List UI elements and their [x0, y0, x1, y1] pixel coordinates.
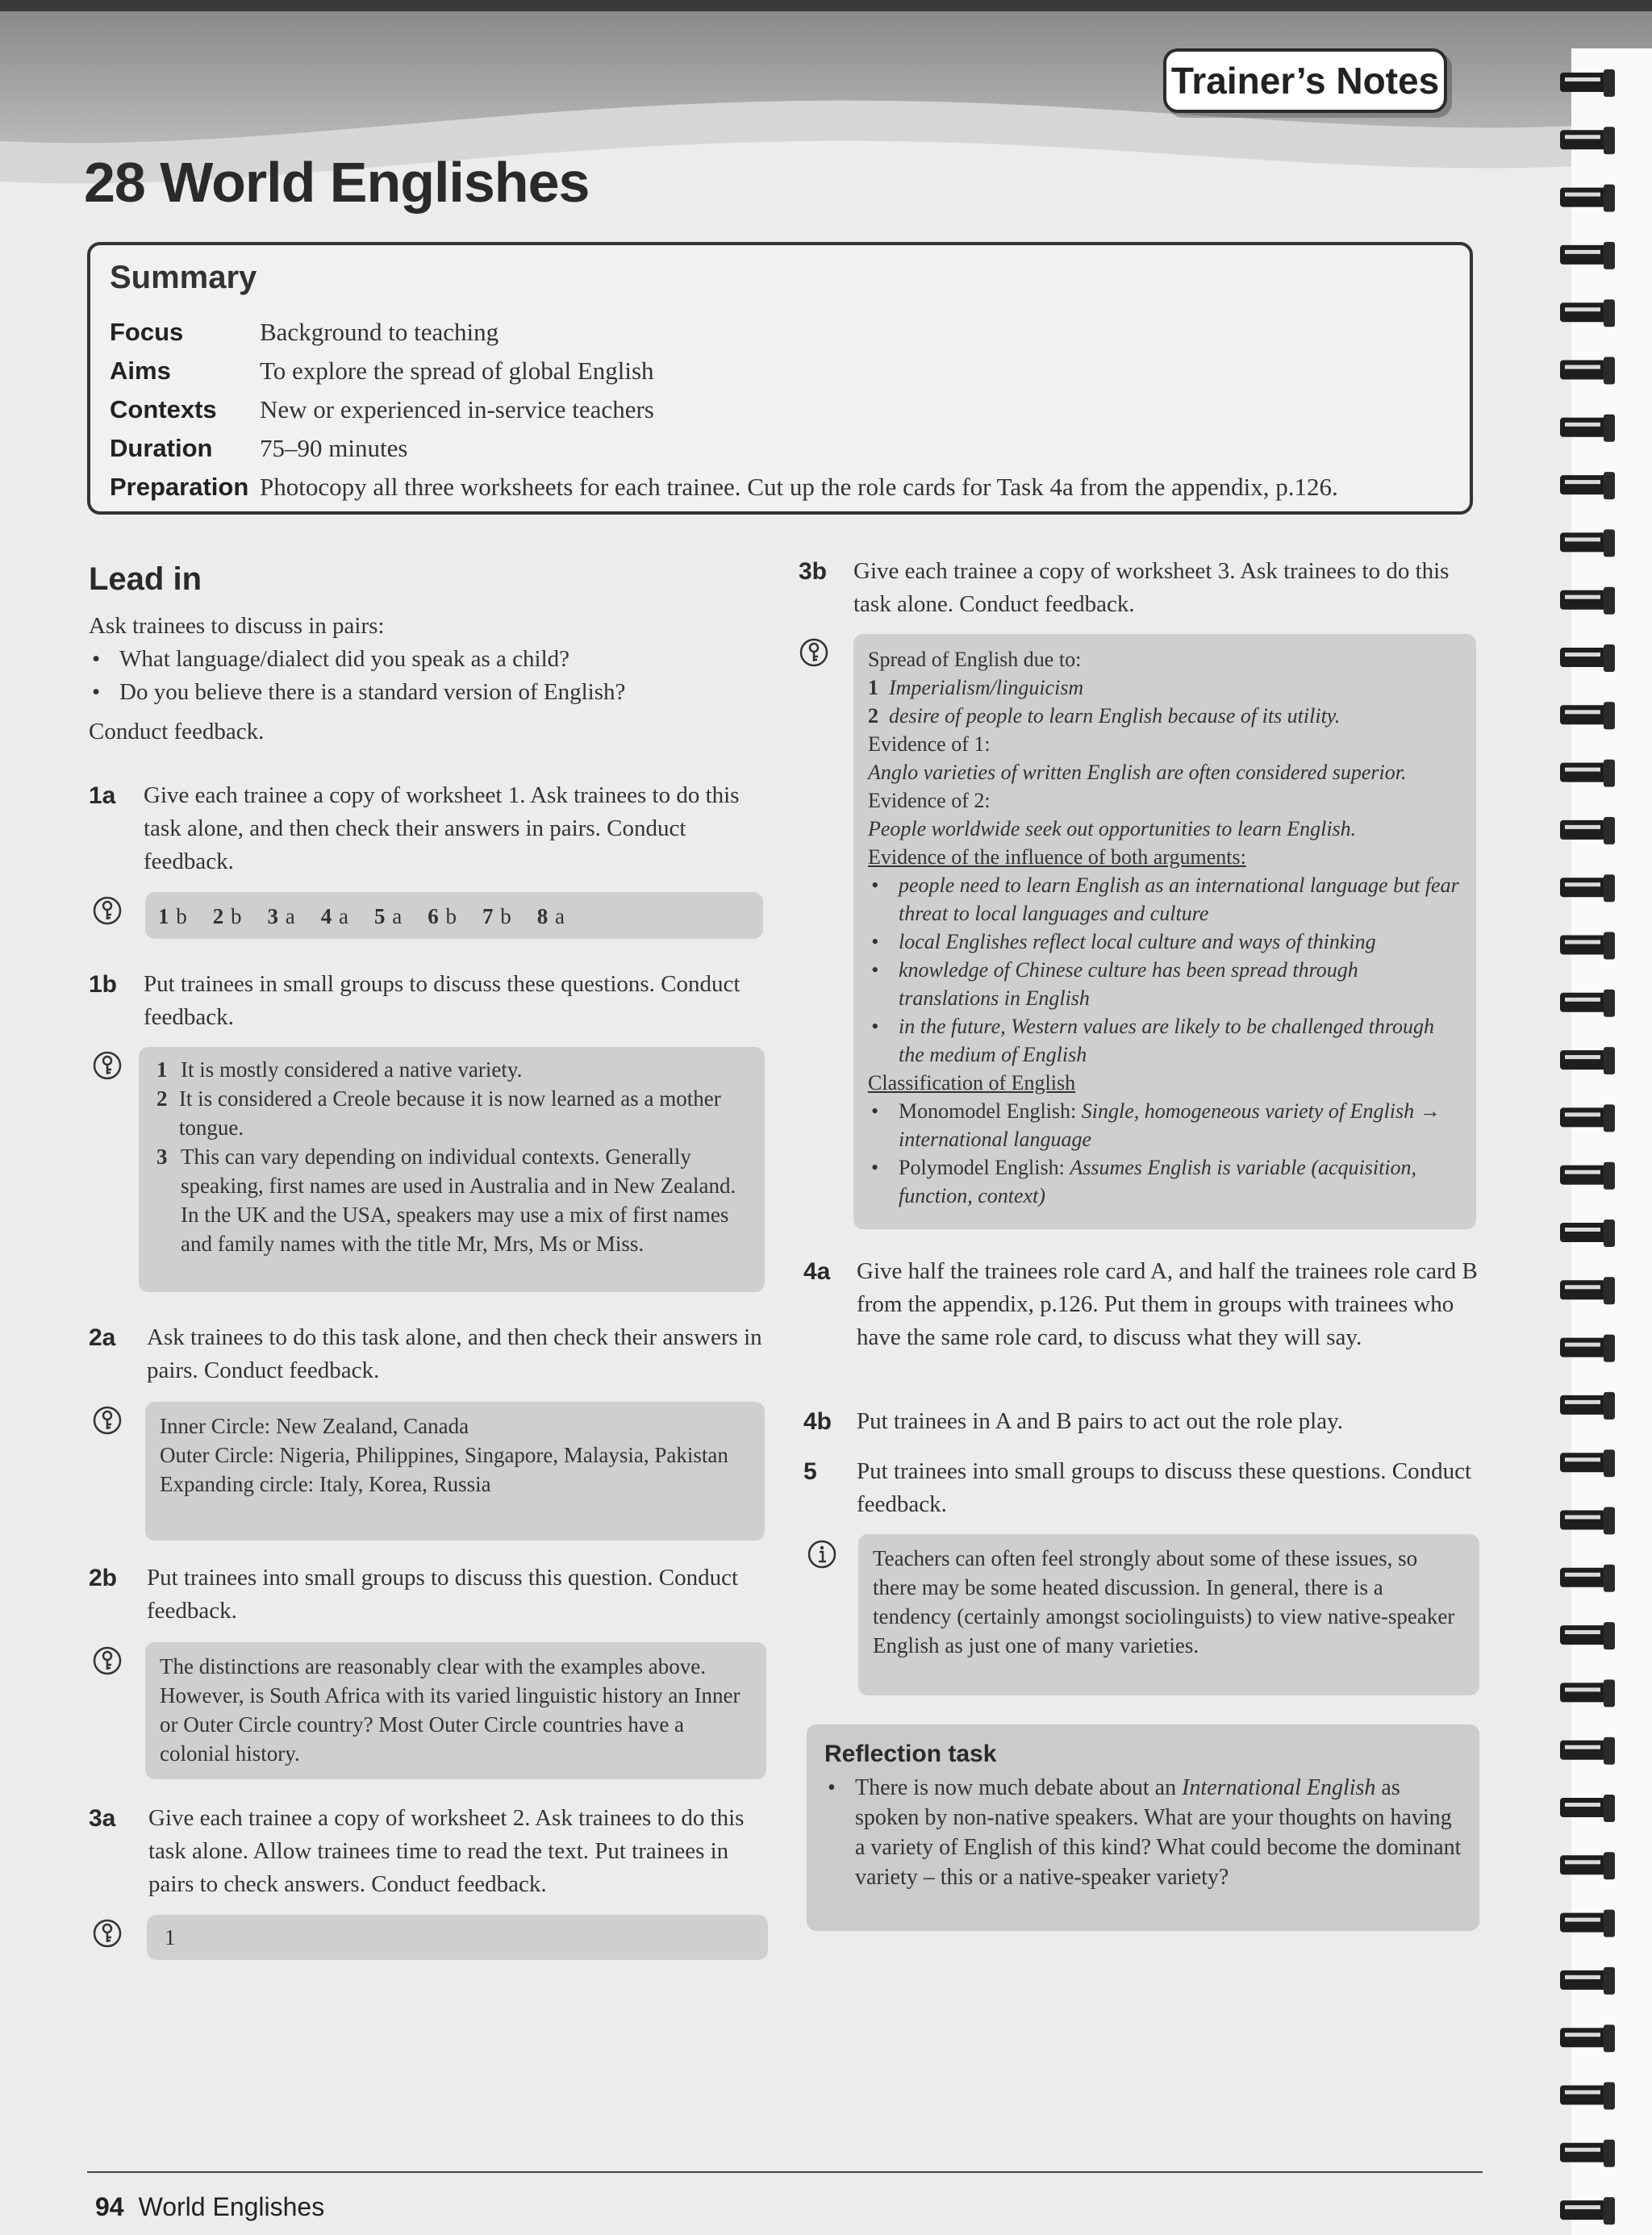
- list-item: • What language/dialect did you speak as a child?: [89, 643, 774, 676]
- answer-box-1b: [139, 1047, 765, 1292]
- page-number: 94: [95, 2192, 124, 2221]
- list-item: [156, 1142, 749, 1258]
- answer-number: 1: [158, 904, 170, 928]
- answer-line: Inner Circle: New Zealand, Canada: [160, 1414, 469, 1438]
- list-item: • local Englishes reflect local culture and ways of thinking: [868, 928, 1462, 956]
- task-text: Give each trainee a copy of worksheet 3. Ask trainees to do this task alone. Conduct feedback.: [853, 558, 1450, 617]
- task-text: Give each trainee a copy of worksheet 1. Ask trainees to do this task alone, and then check their answers in pairs. Conduct feedback.: [144, 782, 740, 874]
- item-text: It is mostly considered a native variety.: [181, 1057, 523, 1082]
- task-number: 2b: [89, 1565, 118, 1591]
- summary-value: To explore the spread of global English: [260, 357, 654, 385]
- list-item: [156, 1055, 749, 1084]
- task-4b: [803, 1405, 1481, 1438]
- summary-value: Photocopy all three worksheets for each trainee. Cut up the role cards for Task 4a from the appendix, p.126.: [260, 473, 1338, 501]
- answer-letter: a: [285, 904, 296, 928]
- answer-box-1a: [145, 892, 763, 939]
- unit-title: 28 World Englishes: [84, 151, 590, 214]
- evidence-1-label: Evidence of 1:: [868, 732, 991, 756]
- summary-row-duration: [110, 434, 407, 471]
- answer-letter: b: [176, 904, 188, 928]
- answer-letter: b: [500, 904, 512, 928]
- list-item: [868, 673, 1462, 702]
- answer-number: 3: [267, 904, 279, 928]
- lead-in-section: [89, 557, 774, 748]
- task-text: Put trainees in A and B pairs to act out the role play.: [857, 1408, 1343, 1434]
- task-3a: [89, 1802, 774, 1901]
- task-number: 4a: [803, 1258, 831, 1285]
- evidence-2-text: People worldwide seek out opportunities to learn English.: [868, 817, 1357, 840]
- reflection-text-italic: International English: [1182, 1775, 1376, 1800]
- trainers-notes-tab: Trainer’s Notes: [1163, 48, 1447, 113]
- summary-row-focus: [110, 318, 499, 355]
- answer-letter: a: [392, 904, 403, 928]
- task-number: 3b: [799, 558, 828, 585]
- item-text: It is considered a Creole because it is now learned as a mother tongue.: [178, 1086, 721, 1140]
- answer-number: 7: [482, 904, 494, 928]
- answer-text: 1: [165, 1925, 176, 1949]
- item-text: Assumes English is variable (acquisition, function, context): [899, 1156, 1417, 1207]
- item-text: This can vary depending on individual contexts. Generally speaking, first names are used in Australia and in New Zealand. In the UK and the USA, speakers may use a mix of first names and family names with the title Mr, Mrs, Ms or Miss.: [181, 1145, 736, 1256]
- answer-text: The distinctions are reasonably clear with the examples above. However, is South Africa with its varied linguistic history an Inner or Outer Circle country? Most Outer Circle countries have a colonial history.: [160, 1654, 740, 1766]
- answer-key-icon: [92, 1645, 123, 1676]
- answer-box-2b: [145, 1642, 766, 1779]
- task-number: 4b: [803, 1408, 832, 1435]
- list-item: [868, 702, 1462, 730]
- both-arguments-heading: Evidence of the influence of both arguments:: [868, 845, 1246, 869]
- task-1b: [89, 968, 766, 1034]
- footer: [95, 2192, 324, 2222]
- answer-number: 8: [536, 904, 549, 928]
- task-3b: [799, 555, 1476, 621]
- task-4a: [803, 1255, 1481, 1354]
- task-2a: [89, 1321, 766, 1387]
- task-5: [803, 1455, 1481, 1521]
- reflection-heading: Reflection task: [824, 1741, 997, 1767]
- classification-list: [868, 1097, 1462, 1210]
- list-item: [868, 1153, 1462, 1210]
- task-2b: [89, 1562, 766, 1628]
- reflection-text-post: as spoken by non-native speakers. What are your thoughts on having a variety of English of this kind? What could become the dominant variety – this or a native-speaker variety?: [855, 1775, 1462, 1890]
- evidence-2-label: Evidence of 2:: [868, 789, 991, 812]
- lead-in-bullets: [89, 643, 774, 709]
- reflection-text-pre: There is now much debate about an: [855, 1775, 1183, 1800]
- item-number: 3: [156, 1145, 168, 1169]
- item-text: Single, homogeneous variety of English → international language: [899, 1099, 1441, 1151]
- list-item: • in the future, Western values are likely to be challenged through the medium of English: [868, 1012, 1462, 1069]
- task-text: Give half the trainees role card A, and half the trainees role card B from the appendix, p.126. Put them in groups with trainees who have the same role card, to discuss what they will say.: [857, 1258, 1478, 1350]
- answer-letter: b: [445, 904, 457, 928]
- summary-row-contexts: [110, 395, 654, 432]
- info-text: Teachers can often feel strongly about some of these issues, so there may be some heated discussion. In general, there is a tendency (certainly amongst sociolinguists) to view native-speaker English as just one of many varieties.: [873, 1546, 1455, 1657]
- task-1a: [89, 779, 766, 878]
- task-number: 2a: [89, 1324, 116, 1351]
- info-icon: [807, 1539, 837, 1570]
- answer-key-icon: [92, 1918, 123, 1949]
- list-item: • people need to learn English as an international language but fear threat to local languages and culture: [868, 871, 1462, 928]
- summary-row-preparation: [110, 473, 1338, 510]
- evidence-1-text: Anglo varieties of written English are often considered superior.: [868, 761, 1407, 784]
- answer-number: 6: [428, 904, 440, 928]
- item-number: 1: [156, 1057, 168, 1082]
- task-number: 5: [803, 1458, 817, 1485]
- task-text: Put trainees in small groups to discuss these questions. Conduct feedback.: [144, 971, 740, 1030]
- info-box-5: [858, 1534, 1479, 1695]
- answer-number: 5: [373, 904, 386, 928]
- item-text: Imperialism/linguicism: [889, 676, 1084, 699]
- item-number: 2: [868, 704, 878, 728]
- lead-in-intro: Ask trainees to discuss in pairs:: [89, 613, 385, 639]
- footer-section: World Englishes: [138, 2192, 325, 2221]
- item-number: 2: [156, 1086, 168, 1111]
- answer-letter: a: [554, 904, 565, 928]
- answer-box-3a: [147, 1915, 768, 1960]
- answer-letter: b: [231, 904, 243, 928]
- task-number: 1b: [89, 971, 118, 998]
- summary-value: Background to teaching: [260, 318, 499, 346]
- summary-label: Focus: [110, 318, 184, 346]
- answer-key-icon: [92, 895, 123, 926]
- task-text: Give each trainee a copy of worksheet 2. Ask trainees to do this task alone. Allow trainees time to read the text. Put trainees in pairs to check answers. Conduct feedback.: [148, 1805, 745, 1897]
- answer-line: Outer Circle: Nigeria, Philippines, Singapore, Malaysia, Pakistan: [160, 1443, 728, 1467]
- spread-heading: Spread of English due to:: [868, 648, 1082, 671]
- lead-in-heading: Lead in: [89, 561, 202, 597]
- answer-key-icon: [92, 1050, 123, 1081]
- reflection-list: [824, 1773, 1462, 1892]
- item-label: Monomodel English:: [899, 1099, 1077, 1123]
- answer-box-2a: [145, 1402, 765, 1541]
- item-label: Polymodel English:: [899, 1156, 1065, 1179]
- lead-in-outro: Conduct feedback.: [89, 719, 265, 744]
- list-item: [156, 1084, 749, 1142]
- answer-line: Expanding circle: Italy, Korea, Russia: [160, 1472, 491, 1496]
- item-text: desire of people to learn English because of its utility.: [889, 704, 1341, 728]
- summary-value: 75–90 minutes: [260, 434, 408, 462]
- task-text: Put trainees into small groups to discuss this question. Conduct feedback.: [147, 1565, 739, 1624]
- answer-letter: a: [338, 904, 349, 928]
- answer-box-3b: [853, 634, 1476, 1229]
- summary-label: Duration: [110, 434, 213, 462]
- summary-value: New or experienced in-service teachers: [260, 395, 654, 423]
- reflection-task-box: [807, 1724, 1479, 1931]
- footer-rule: [87, 2171, 1483, 2173]
- task-text: Put trainees into small groups to discuss these questions. Conduct feedback.: [857, 1458, 1472, 1517]
- both-arguments-list: [868, 871, 1462, 1069]
- list-item: [868, 1097, 1462, 1153]
- answer-number: 2: [212, 904, 225, 928]
- answer-key-icon: [92, 1405, 123, 1436]
- answer-key-icon: [799, 637, 829, 668]
- task-number: 1a: [89, 782, 116, 809]
- task-number: 3a: [89, 1805, 116, 1832]
- summary-row-aims: [110, 357, 654, 394]
- summary-label: Aims: [110, 357, 171, 385]
- list-item: • knowledge of Chinese culture has been spread through translations in English: [868, 956, 1462, 1012]
- item-number: 1: [868, 676, 878, 699]
- classification-heading: Classification of English: [868, 1071, 1076, 1095]
- summary-label: Preparation: [110, 473, 249, 501]
- summary-heading: Summary: [110, 260, 257, 295]
- summary-label: Contexts: [110, 395, 217, 423]
- list-item: • Do you believe there is a standard version of English?: [89, 676, 774, 709]
- summary-box: [87, 242, 1473, 515]
- answer-number: 4: [320, 904, 333, 928]
- task-text: Ask trainees to do this task alone, and then check their answers in pairs. Conduct feedback.: [147, 1324, 762, 1383]
- spiral-binding: [1555, 48, 1652, 2235]
- list-item: [824, 1773, 1462, 1892]
